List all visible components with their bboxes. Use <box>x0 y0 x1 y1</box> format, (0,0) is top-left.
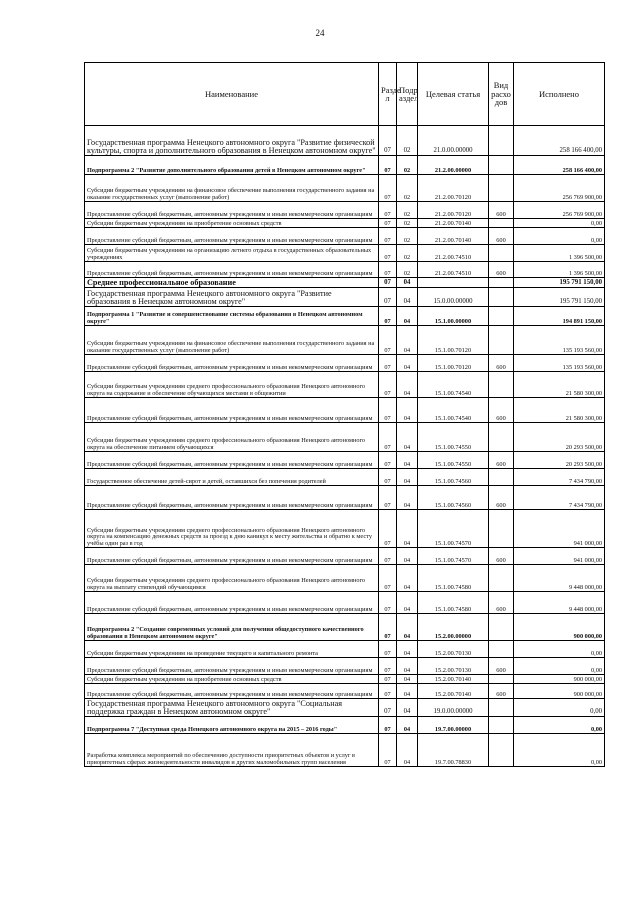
row-target: 15.2.00.00000 <box>418 614 489 641</box>
row-subsection: 04 <box>397 398 418 423</box>
row-expense-type: 600 <box>489 684 514 699</box>
row-name: Субсидии бюджетным учреждениям на финансовое обеспечение выполнения государственного задания на оказание государственных услуг (выполнение работ) <box>85 326 379 355</box>
row-subsection: 04 <box>397 734 418 767</box>
row-name: Подпрограмма 2 "Развитие дополнительного образования детей в Ненецком автономном округе" <box>85 156 379 175</box>
table-row <box>85 486 605 510</box>
row-amount: 0,00 <box>514 219 605 228</box>
row-amount: 0,00 <box>514 658 605 675</box>
row-amount: 7 434 790,00 <box>514 486 605 510</box>
row-section: 07 <box>379 175 397 202</box>
row-expense-type: 600 <box>489 228 514 245</box>
row-expense-type: 600 <box>489 355 514 372</box>
row-expense-type: 600 <box>489 486 514 510</box>
row-amount: 900 000,00 <box>514 684 605 699</box>
row-section: 07 <box>379 288 397 307</box>
row-name: Подпрограмма 1 "Развитие и совершенствование системы образования в Ненецком автономном округе" <box>85 307 379 326</box>
row-target: 15.1.00.70120 <box>418 355 489 372</box>
table-row <box>85 219 605 228</box>
table-row <box>85 699 605 717</box>
row-target: 15.1.00.74540 <box>418 398 489 423</box>
table-row <box>85 372 605 398</box>
row-subsection: 02 <box>397 126 418 156</box>
row-amount: 0,00 <box>514 641 605 658</box>
row-amount: 1 396 500,00 <box>514 245 605 262</box>
row-name: Предоставление субсидий бюджетным, автономным учреждениям и иным некоммерческим организациям <box>85 684 379 699</box>
row-subsection: 04 <box>397 614 418 641</box>
row-amount: 195 791 150,00 <box>514 278 605 288</box>
row-section: 07 <box>379 486 397 510</box>
table-row <box>85 398 605 423</box>
row-expense-type <box>489 372 514 398</box>
table-row <box>85 717 605 734</box>
row-subsection: 02 <box>397 175 418 202</box>
row-section: 07 <box>379 202 397 219</box>
row-target: 15.1.00.74550 <box>418 423 489 452</box>
row-name: Предоставление субсидий бюджетным, автономным учреждениям и иным некоммерческим организациям <box>85 452 379 469</box>
row-amount: 941 000,00 <box>514 548 605 565</box>
header-section: Разде л <box>379 63 397 126</box>
table-row <box>85 307 605 326</box>
row-name: Субсидии бюджетным учреждениям на приобретение основных средств <box>85 219 379 228</box>
row-amount: 256 769 900,00 <box>514 175 605 202</box>
table-row <box>85 684 605 699</box>
row-section: 07 <box>379 355 397 372</box>
row-target: 19.7.00.78830 <box>418 734 489 767</box>
header-name: Наименование <box>85 63 379 126</box>
row-expense-type: 600 <box>489 452 514 469</box>
row-name: Государственное обеспечение детей-сирот и детей, оставшихся без попечения родителей <box>85 469 379 486</box>
row-expense-type: 600 <box>489 592 514 614</box>
table-row <box>85 202 605 219</box>
row-subsection: 04 <box>397 684 418 699</box>
row-subsection: 04 <box>397 452 418 469</box>
row-section: 07 <box>379 228 397 245</box>
row-section: 07 <box>379 452 397 469</box>
row-subsection: 02 <box>397 262 418 278</box>
row-expense-type <box>489 126 514 156</box>
row-subsection: 04 <box>397 423 418 452</box>
row-expense-type <box>489 641 514 658</box>
row-section: 07 <box>379 372 397 398</box>
row-amount: 941 000,00 <box>514 510 605 548</box>
budget-table <box>84 62 605 767</box>
table-row <box>85 548 605 565</box>
row-target: 21.2.00.00000 <box>418 156 489 175</box>
row-section: 07 <box>379 565 397 592</box>
row-target: 21.2.00.74510 <box>418 262 489 278</box>
row-amount: 0,00 <box>514 228 605 245</box>
row-name: Предоставление субсидий бюджетным, автономным учреждениям и иным некоммерческим организациям <box>85 486 379 510</box>
row-section: 07 <box>379 699 397 717</box>
row-name: Предоставление субсидий бюджетным, автономным учреждениям и иным некоммерческим организациям <box>85 658 379 675</box>
row-expense-type <box>489 288 514 307</box>
row-section: 07 <box>379 469 397 486</box>
row-target: 15.1.00.74570 <box>418 510 489 548</box>
row-section: 07 <box>379 510 397 548</box>
row-section: 07 <box>379 245 397 262</box>
row-expense-type <box>489 734 514 767</box>
row-target: 15.1.00.74550 <box>418 452 489 469</box>
table-row <box>85 469 605 486</box>
row-target: 15.1.00.74570 <box>418 548 489 565</box>
row-section: 07 <box>379 307 397 326</box>
row-expense-type <box>489 156 514 175</box>
row-section: 07 <box>379 734 397 767</box>
row-amount: 21 580 300,00 <box>514 398 605 423</box>
row-amount: 900 000,00 <box>514 675 605 684</box>
row-section: 07 <box>379 717 397 734</box>
row-expense-type <box>489 565 514 592</box>
row-section: 07 <box>379 658 397 675</box>
row-target: 15.0.00.00000 <box>418 288 489 307</box>
row-subsection: 04 <box>397 469 418 486</box>
row-name: Подпрограмма 2 "Создание современных условий для получения общедоступного качественного образования в Ненецком автономном округе" <box>85 614 379 641</box>
row-name: Предоставление субсидий бюджетным, автономным учреждениям и иным некоммерческим организациям <box>85 592 379 614</box>
row-name: Государственная программа Ненецкого автономного округа "Развитие физической культуры, спорта и дополнительного образования в Ненецком автономном округе" <box>85 126 379 156</box>
row-subsection: 02 <box>397 202 418 219</box>
table-row <box>85 675 605 684</box>
row-subsection: 04 <box>397 717 418 734</box>
row-subsection: 04 <box>397 288 418 307</box>
row-section: 07 <box>379 262 397 278</box>
row-subsection: 04 <box>397 278 418 288</box>
row-target: 15.2.00.70130 <box>418 658 489 675</box>
row-expense-type <box>489 699 514 717</box>
row-name: Предоставление субсидий бюджетным, автономным учреждениям и иным некоммерческим организациям <box>85 262 379 278</box>
row-amount: 21 580 300,00 <box>514 372 605 398</box>
table-row <box>85 326 605 355</box>
row-name: Субсидии бюджетным учреждениям среднего профессионального образования Ненецкого автономного округа на содержание и обеспечение обучающихся местами в общежитии <box>85 372 379 398</box>
row-name: Предоставление субсидий бюджетным, автономным учреждениям и иным некоммерческим организациям <box>85 548 379 565</box>
row-subsection: 02 <box>397 228 418 245</box>
row-amount: 256 769 900,00 <box>514 202 605 219</box>
row-name: Разработка комплекса мероприятий по обеспечению доступности приоритетных объектов и услуг в приоритетных сферах жизнедеятельности инвалидов и других маломобильных групп населения <box>85 734 379 767</box>
row-subsection: 04 <box>397 641 418 658</box>
row-amount: 20 293 500,00 <box>514 452 605 469</box>
row-target: 15.2.00.70140 <box>418 684 489 699</box>
row-target: 21.2.00.74510 <box>418 245 489 262</box>
row-amount: 900 000,00 <box>514 614 605 641</box>
row-name: Предоставление субсидий бюджетным, автономным учреждениям и иным некоммерческим организациям <box>85 202 379 219</box>
row-target: 15.1.00.74560 <box>418 469 489 486</box>
table-row <box>85 245 605 262</box>
row-amount: 7 434 790,00 <box>514 469 605 486</box>
row-section: 07 <box>379 614 397 641</box>
row-name: Субсидии бюджетным учреждениям на финансовое обеспечение выполнения государственного задания на оказание государственных услуг (выполнение работ) <box>85 175 379 202</box>
row-expense-type <box>489 326 514 355</box>
row-expense-type <box>489 717 514 734</box>
row-subsection: 04 <box>397 326 418 355</box>
table-row <box>85 262 605 278</box>
row-target: 15.2.00.70130 <box>418 641 489 658</box>
row-amount: 135 193 560,00 <box>514 326 605 355</box>
row-name: Среднее профессиональное образование <box>85 278 379 288</box>
row-section: 07 <box>379 641 397 658</box>
row-target <box>418 278 489 288</box>
row-expense-type <box>489 307 514 326</box>
row-name: Субсидии бюджетным учреждениям среднего профессионального образования Ненецкого автономного округа на выплату стипендий обучающимся <box>85 565 379 592</box>
row-target: 19.7.00.00000 <box>418 717 489 734</box>
row-expense-type <box>489 175 514 202</box>
row-target: 15.2.00.70140 <box>418 675 489 684</box>
row-subsection: 04 <box>397 592 418 614</box>
row-subsection: 04 <box>397 565 418 592</box>
row-section: 07 <box>379 592 397 614</box>
row-section: 07 <box>379 423 397 452</box>
table-row <box>85 228 605 245</box>
row-section: 07 <box>379 326 397 355</box>
row-subsection: 04 <box>397 510 418 548</box>
row-name: Субсидии бюджетным учреждениям на организацию летнего отдыха в государственных образовательных учреждениях <box>85 245 379 262</box>
row-amount: 9 448 000,00 <box>514 565 605 592</box>
table-row <box>85 452 605 469</box>
row-amount: 1 396 500,00 <box>514 262 605 278</box>
row-amount: 135 193 560,00 <box>514 355 605 372</box>
table-row <box>85 592 605 614</box>
row-amount: 258 166 400,00 <box>514 126 605 156</box>
row-expense-type: 600 <box>489 658 514 675</box>
row-section: 07 <box>379 278 397 288</box>
row-amount: 258 166 400,00 <box>514 156 605 175</box>
row-amount: 195 791 150,00 <box>514 288 605 307</box>
row-name: Субсидии бюджетным учреждениям на проведение текущего и капитального ремонта <box>85 641 379 658</box>
row-expense-type <box>489 675 514 684</box>
header-executed: Исполнено <box>514 63 605 126</box>
row-subsection: 02 <box>397 156 418 175</box>
row-expense-type <box>489 245 514 262</box>
row-target: 21.0.00.00000 <box>418 126 489 156</box>
row-expense-type: 600 <box>489 202 514 219</box>
row-subsection: 04 <box>397 486 418 510</box>
row-name: Предоставление субсидий бюджетным, автономным учреждениям и иным некоммерческим организациям <box>85 228 379 245</box>
table-row <box>85 278 605 288</box>
table-row <box>85 614 605 641</box>
row-section: 07 <box>379 219 397 228</box>
row-expense-type <box>489 278 514 288</box>
row-target: 21.2.00.70120 <box>418 175 489 202</box>
row-amount: 194 891 150,00 <box>514 307 605 326</box>
row-section: 07 <box>379 398 397 423</box>
table-header-row <box>85 63 605 126</box>
row-expense-type <box>489 423 514 452</box>
row-target: 15.1.00.74560 <box>418 486 489 510</box>
row-subsection: 04 <box>397 658 418 675</box>
table-row <box>85 156 605 175</box>
row-section: 07 <box>379 684 397 699</box>
row-name: Предоставление субсидий бюджетным, автономным учреждениям и иным некоммерческим организациям <box>85 398 379 423</box>
row-target: 21.2.00.70140 <box>418 219 489 228</box>
row-name: Субсидии бюджетным учреждениям на приобретение основных средств <box>85 675 379 684</box>
row-subsection: 04 <box>397 307 418 326</box>
table-row <box>85 175 605 202</box>
row-target: 21.2.00.70120 <box>418 202 489 219</box>
row-target: 19.0.00.00000 <box>418 699 489 717</box>
row-name: Предоставление субсидий бюджетным, автономным учреждениям и иным некоммерческим организациям <box>85 355 379 372</box>
row-name: Государственная программа Ненецкого автономного округа "Развитие образования в Ненецком автономном округе" <box>85 288 379 307</box>
header-target: Целевая статья <box>418 63 489 126</box>
row-amount: 0,00 <box>514 699 605 717</box>
row-amount: 0,00 <box>514 717 605 734</box>
table-row <box>85 565 605 592</box>
row-target: 15.1.00.74580 <box>418 592 489 614</box>
row-expense-type <box>489 614 514 641</box>
page-number: 24 <box>315 28 325 38</box>
row-subsection: 04 <box>397 675 418 684</box>
row-section: 07 <box>379 126 397 156</box>
row-section: 07 <box>379 156 397 175</box>
header-subsection: Подр аздел <box>397 63 418 126</box>
row-expense-type: 600 <box>489 548 514 565</box>
row-expense-type: 600 <box>489 262 514 278</box>
table-row <box>85 734 605 767</box>
table-row <box>85 423 605 452</box>
row-amount: 0,00 <box>514 734 605 767</box>
row-subsection: 04 <box>397 372 418 398</box>
row-section: 07 <box>379 548 397 565</box>
table-row <box>85 510 605 548</box>
table-row <box>85 126 605 156</box>
row-name: Подпрограмма 7 "Доступная среда Ненецкого автономного округа на 2015 – 2016 годы" <box>85 717 379 734</box>
row-subsection: 02 <box>397 245 418 262</box>
row-expense-type <box>489 510 514 548</box>
row-expense-type <box>489 469 514 486</box>
row-subsection: 04 <box>397 355 418 372</box>
row-amount: 9 448 000,00 <box>514 592 605 614</box>
row-subsection: 02 <box>397 219 418 228</box>
table-row <box>85 641 605 658</box>
row-target: 15.1.00.70120 <box>418 326 489 355</box>
row-target: 21.2.00.70140 <box>418 228 489 245</box>
table-row <box>85 288 605 307</box>
row-target: 15.1.00.74580 <box>418 565 489 592</box>
row-section: 07 <box>379 675 397 684</box>
table-row <box>85 355 605 372</box>
table-row <box>85 658 605 675</box>
row-amount: 20 293 500,00 <box>514 423 605 452</box>
row-target: 15.1.00.00000 <box>418 307 489 326</box>
row-name: Субсидии бюджетным учреждениям среднего профессионального образования Ненецкого автономного округа на компенсацию денежных средств за проезд к дню каникул к месту жительства и обратно к месту учёбы один раз в год <box>85 510 379 548</box>
row-target: 15.1.00.74540 <box>418 372 489 398</box>
row-subsection: 04 <box>397 699 418 717</box>
row-subsection: 04 <box>397 548 418 565</box>
header-expense-type: Вид расхо дов <box>489 63 514 126</box>
row-name: Государственная программа Ненецкого автономного округа "Социальная поддержка граждан в Ненецком автономном округе" <box>85 699 379 717</box>
row-name: Субсидии бюджетным учреждениям среднего профессионального образования Ненецкого автономного округа на обеспечение питанием обучающихся <box>85 423 379 452</box>
row-expense-type <box>489 219 514 228</box>
row-expense-type: 600 <box>489 398 514 423</box>
